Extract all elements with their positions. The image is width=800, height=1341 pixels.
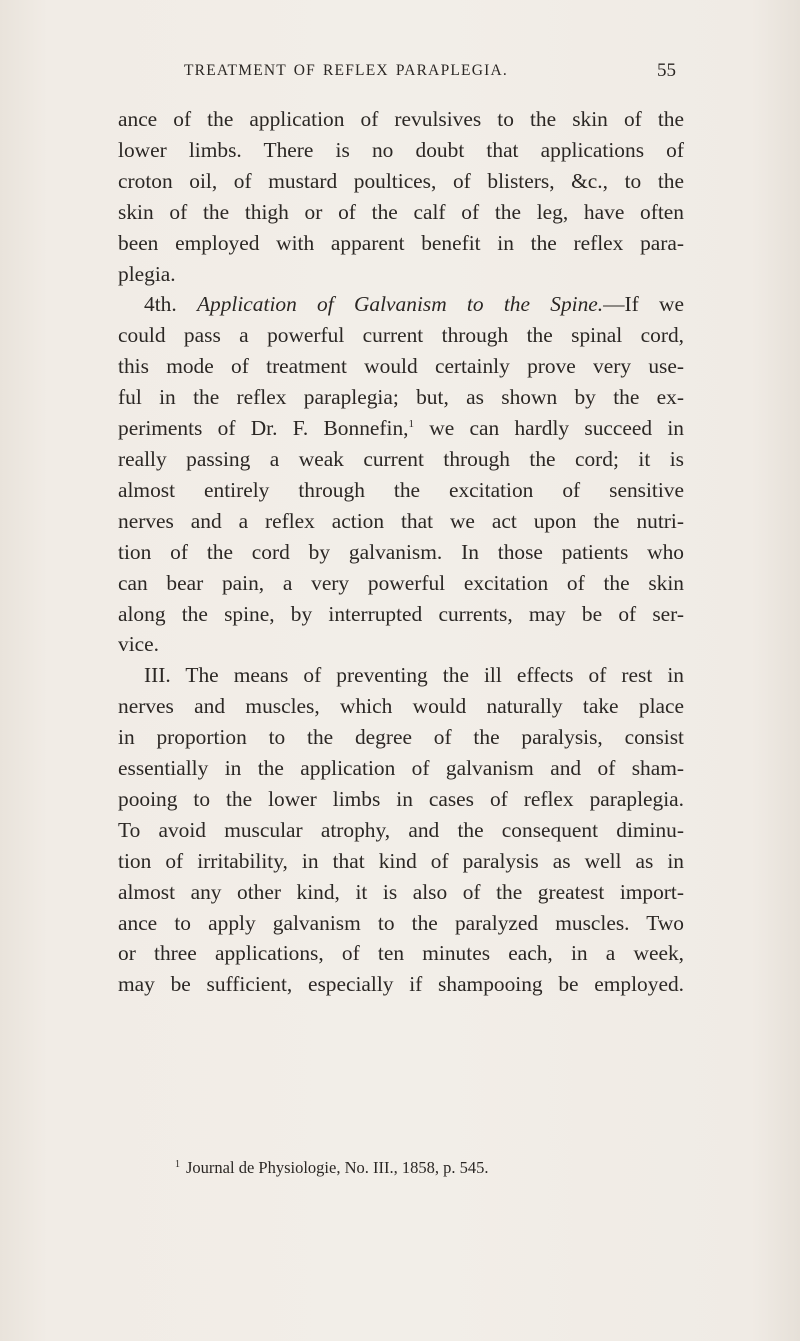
- running-title: TREATMENT OF REFLEX PARAPLEGIA.: [184, 62, 508, 79]
- text-line: III. The means of preventing the ill effects of rest in: [144, 663, 684, 688]
- text-line: lower limbs. There is no doubt that applications of: [118, 137, 684, 162]
- section-title: Application of Galvanism to the Spine.: [196, 292, 604, 317]
- text-line: tion of the cord by galvanism. In those patients who: [118, 539, 684, 564]
- text-line: nerves and muscles, which would naturally take place: [118, 694, 684, 719]
- text-line: pooing to the lower limbs in cases of reflex paraplegia.: [118, 786, 684, 811]
- text-line: can bear pain, a very powerful excitation of the skin: [118, 570, 684, 595]
- text-line: essentially in the application of galvanism and of sham-: [118, 756, 684, 781]
- text-line-with-note-ref: [118, 413, 684, 444]
- text-line: ance of the application of revulsives to the skin of the: [118, 107, 684, 131]
- text-line: skin of the thigh or of the calf of the leg, have often: [118, 199, 684, 224]
- text-line: almost any other kind, it is also of the greatest import-: [118, 879, 684, 904]
- running-head: [0, 62, 800, 86]
- text-line: ful in the reflex paraplegia; but, as shown by the ex-: [118, 385, 684, 410]
- text-line: could pass a powerful current through the spinal cord,: [118, 323, 684, 348]
- body-text: [118, 104, 684, 1000]
- text-line: or three applications, of ten minutes each, in a week,: [118, 941, 684, 966]
- text-line: may be sufficient, especially if shampooing be employed.: [118, 972, 684, 997]
- footnote-reference: 1: [408, 417, 415, 430]
- section-number: 4th.: [144, 292, 177, 317]
- text-line: really passing a weak current through the cord; it is: [118, 446, 684, 471]
- text-fragment: we can hardly succeed in: [414, 416, 684, 441]
- footnote-text: Journal de Physiologie, No. III., 1858, p. 545.: [186, 1158, 489, 1177]
- text-fragment: periments of Dr. F. Bonnefin,: [118, 416, 409, 441]
- section-heading-line: [118, 289, 684, 320]
- text-line: been employed with apparent benefit in the reflex para-: [118, 230, 684, 255]
- text-line: this mode of treatment would certainly prove very use-: [118, 354, 684, 379]
- footnote-mark: 1: [175, 1159, 180, 1170]
- text-line: nerves and a reflex action that we act upon the nutri-: [118, 508, 684, 533]
- text-line: vice.: [118, 632, 159, 657]
- text-line: in proportion to the degree of the paralysis, consist: [118, 725, 684, 750]
- footnote: [175, 1158, 488, 1178]
- section-lead-text: —If we: [603, 292, 684, 317]
- text-line: ance to apply galvanism to the paralyzed muscles. Two: [118, 910, 684, 935]
- text-line: along the spine, by interrupted currents, may be of ser-: [118, 601, 684, 626]
- text-line: tion of irritability, in that kind of paralysis as well as in: [118, 848, 684, 873]
- text-line: almost entirely through the excitation of sensitive: [118, 477, 684, 502]
- text-line: plegia.: [118, 261, 176, 286]
- page-number: 55: [657, 60, 676, 81]
- text-line: croton oil, of mustard poultices, of blisters, &c., to the: [118, 168, 684, 193]
- text-line: To avoid muscular atrophy, and the consequent diminu-: [118, 817, 684, 842]
